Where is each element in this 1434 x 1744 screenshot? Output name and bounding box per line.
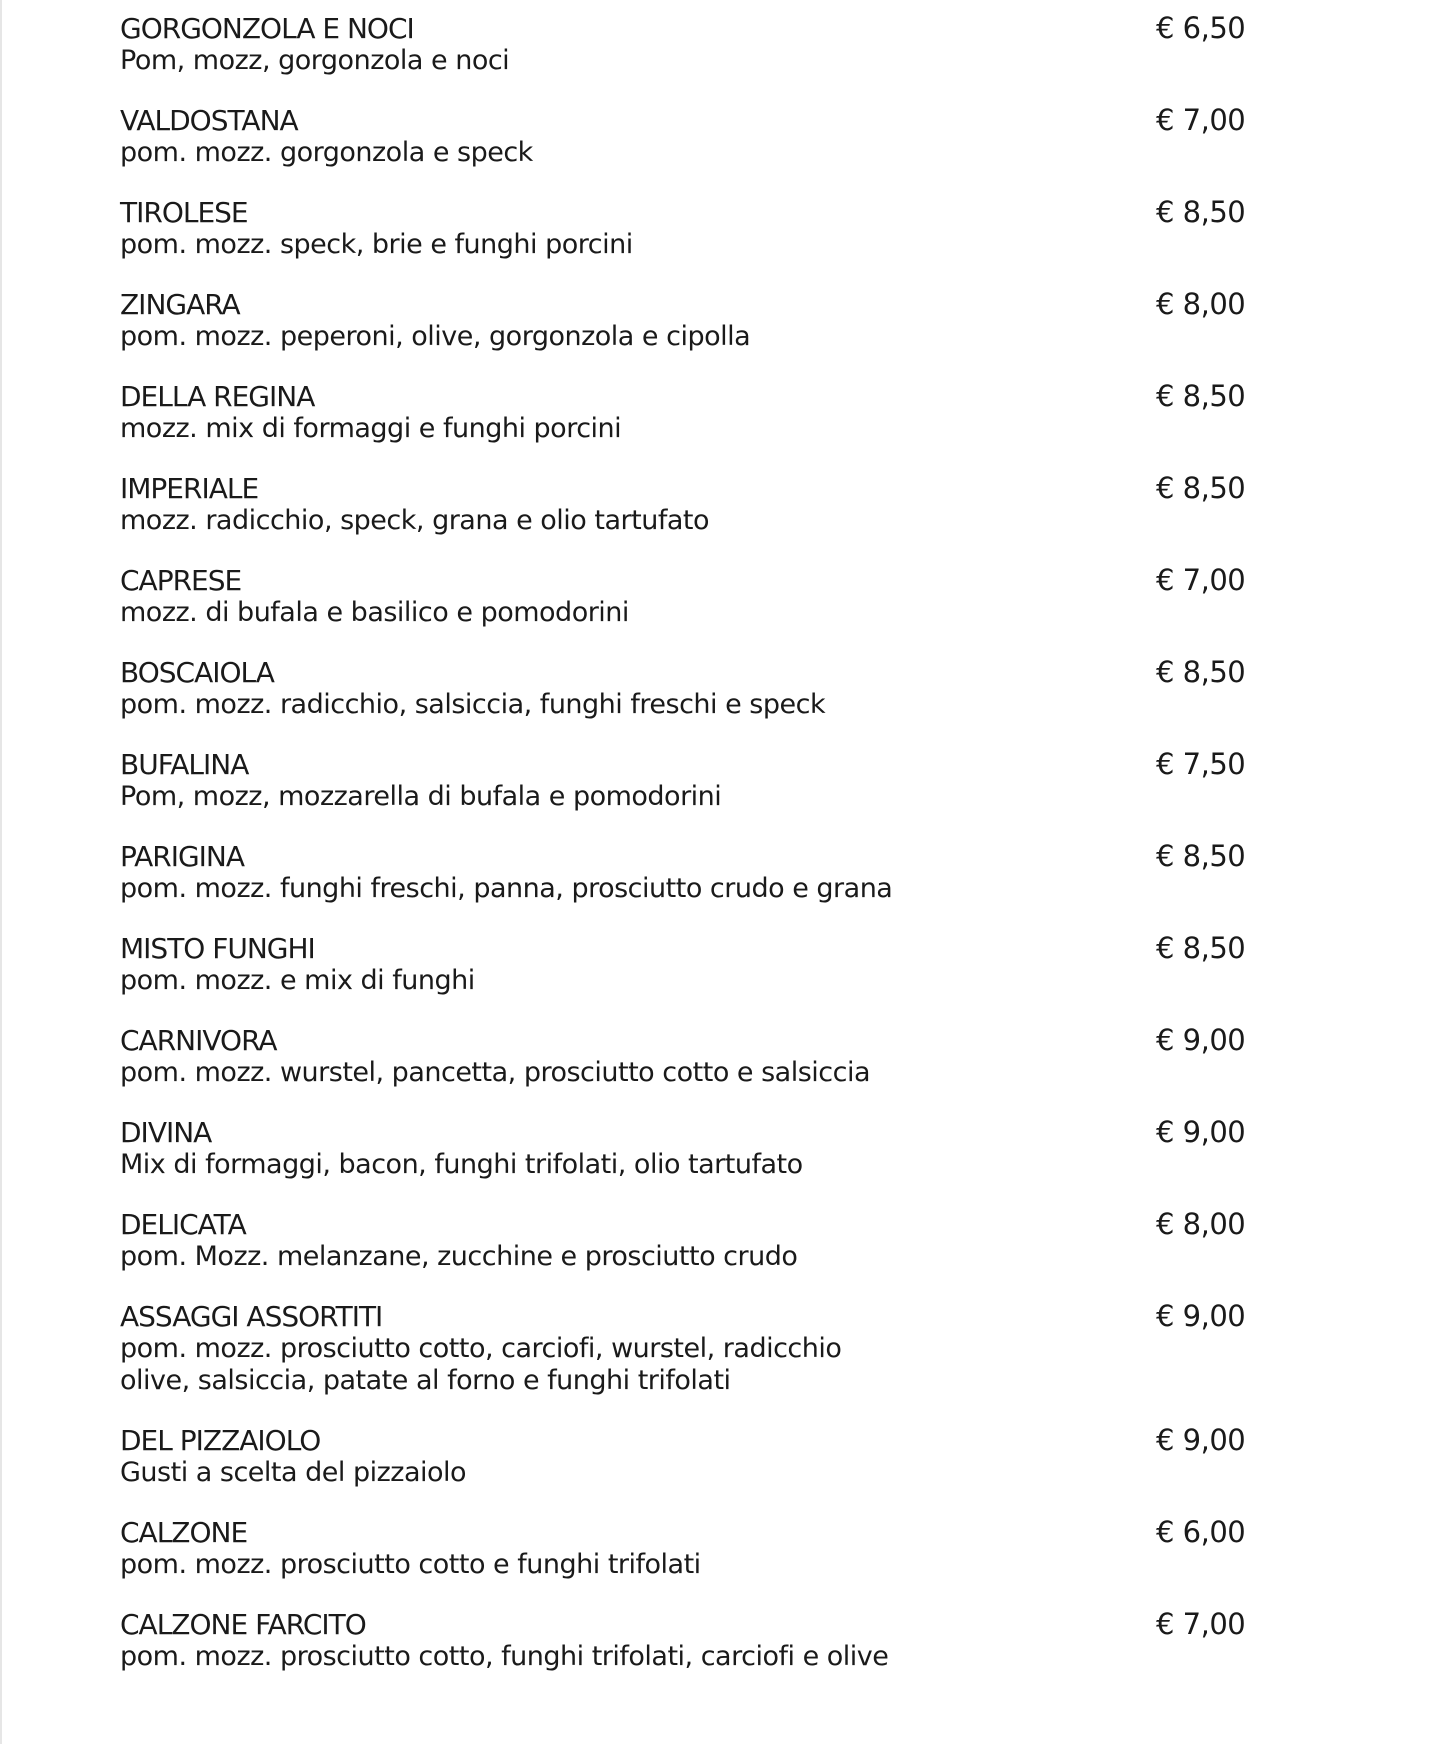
menu-item-price: € 7,50 xyxy=(1156,747,1246,781)
menu-item-name: CALZONE xyxy=(120,1516,248,1549)
menu-item xyxy=(120,380,1250,445)
menu-item-name: PARIGINA xyxy=(120,840,245,873)
menu-item-description: Pom, mozz, gorgonzola e noci xyxy=(120,45,510,76)
menu-item-description: pom. mozz. radicchio, salsiccia, funghi freschi e speck xyxy=(120,689,826,720)
menu-item-price: € 8,00 xyxy=(1156,287,1246,321)
menu-item-name: IMPERIALE xyxy=(120,472,259,505)
menu-item-name: MISTO FUNGHI xyxy=(120,932,315,965)
menu-item xyxy=(120,1516,1250,1581)
menu-item xyxy=(120,564,1250,629)
menu-item-name: ZINGARA xyxy=(120,288,240,321)
menu-item xyxy=(120,288,1250,353)
menu-item-description: pom. mozz. prosciutto cotto, carciofi, wurstel, radicchio olive, salsiccia, patate al forno e funghi trifolati xyxy=(120,1333,842,1396)
menu-item xyxy=(120,472,1250,537)
menu-item xyxy=(120,1024,1250,1089)
menu-item-name: BOSCAIOLA xyxy=(120,656,274,689)
menu-item-price: € 9,00 xyxy=(1156,1423,1246,1457)
menu-item-price: € 8,50 xyxy=(1156,655,1246,689)
menu-item-price: € 8,00 xyxy=(1156,1207,1246,1241)
menu-item-description: pom. Mozz. melanzane, zucchine e prosciutto crudo xyxy=(120,1241,798,1272)
menu-item-name: GORGONZOLA E NOCI xyxy=(120,12,414,45)
menu-item xyxy=(120,1424,1250,1489)
menu-item-description: pom. mozz. prosciutto cotto e funghi trifolati xyxy=(120,1549,701,1580)
menu-item-name: BUFALINA xyxy=(120,748,249,781)
menu-item-price: € 8,50 xyxy=(1156,931,1246,965)
menu-item-name: DELICATA xyxy=(120,1208,246,1241)
page-edge xyxy=(0,0,2,1744)
menu-item-name: DELLA REGINA xyxy=(120,380,315,413)
menu-item-name: ASSAGGI ASSORTITI xyxy=(120,1300,383,1333)
menu-item-name: DEL PIZZAIOLO xyxy=(120,1424,321,1457)
pizza-menu-list xyxy=(120,12,1250,1700)
menu-item-price: € 9,00 xyxy=(1156,1299,1246,1333)
menu-item xyxy=(120,1208,1250,1273)
menu-item-name: VALDOSTANA xyxy=(120,104,298,137)
menu-item-description: mozz. mix di formaggi e funghi porcini xyxy=(120,413,622,444)
menu-item xyxy=(120,12,1250,77)
menu-item-name: CAPRESE xyxy=(120,564,242,597)
menu-item-name: CARNIVORA xyxy=(120,1024,277,1057)
menu-item-price: € 8,50 xyxy=(1156,379,1246,413)
menu-item xyxy=(120,656,1250,721)
menu-item-description: Mix di formaggi, bacon, funghi trifolati, olio tartufato xyxy=(120,1149,803,1180)
menu-item-description: pom. mozz. speck, brie e funghi porcini xyxy=(120,229,633,260)
menu-item-description: pom. mozz. gorgonzola e speck xyxy=(120,137,533,168)
menu-item-description: pom. mozz. peperoni, olive, gorgonzola e cipolla xyxy=(120,321,751,352)
menu-item-price: € 6,50 xyxy=(1156,11,1246,45)
menu-item-name: CALZONE FARCITO xyxy=(120,1608,366,1641)
menu-item-price: € 8,50 xyxy=(1156,471,1246,505)
menu-item-description: mozz. di bufala e basilico e pomodorini xyxy=(120,597,629,628)
menu-item xyxy=(120,1608,1250,1673)
menu-item-name: DIVINA xyxy=(120,1116,212,1149)
menu-item-description: pom. mozz. funghi freschi, panna, prosciutto crudo e grana xyxy=(120,873,893,904)
menu-item-price: € 8,50 xyxy=(1156,839,1246,873)
menu-item-description: pom. mozz. e mix di funghi xyxy=(120,965,475,996)
menu-item-price: € 9,00 xyxy=(1156,1023,1246,1057)
menu-item-description: mozz. radicchio, speck, grana e olio tartufato xyxy=(120,505,709,536)
menu-item xyxy=(120,196,1250,261)
menu-item-price: € 6,00 xyxy=(1156,1515,1246,1549)
menu-item-description: pom. mozz. prosciutto cotto, funghi trifolati, carciofi e olive xyxy=(120,1641,889,1672)
menu-item xyxy=(120,932,1250,997)
menu-item-price: € 7,00 xyxy=(1156,563,1246,597)
menu-item-price: € 7,00 xyxy=(1156,1607,1246,1641)
menu-item xyxy=(120,748,1250,813)
menu-item-price: € 9,00 xyxy=(1156,1115,1246,1149)
menu-item xyxy=(120,1300,1250,1397)
menu-item-description: Gusti a scelta del pizzaiolo xyxy=(120,1457,467,1488)
menu-item-price: € 8,50 xyxy=(1156,195,1246,229)
menu-item-description: Pom, mozz, mozzarella di bufala e pomodorini xyxy=(120,781,722,812)
menu-item-price: € 7,00 xyxy=(1156,103,1246,137)
menu-item-description: pom. mozz. wurstel, pancetta, prosciutto cotto e salsiccia xyxy=(120,1057,871,1088)
menu-item xyxy=(120,840,1250,905)
menu-item xyxy=(120,1116,1250,1181)
menu-item xyxy=(120,104,1250,169)
menu-item-name: TIROLESE xyxy=(120,196,248,229)
